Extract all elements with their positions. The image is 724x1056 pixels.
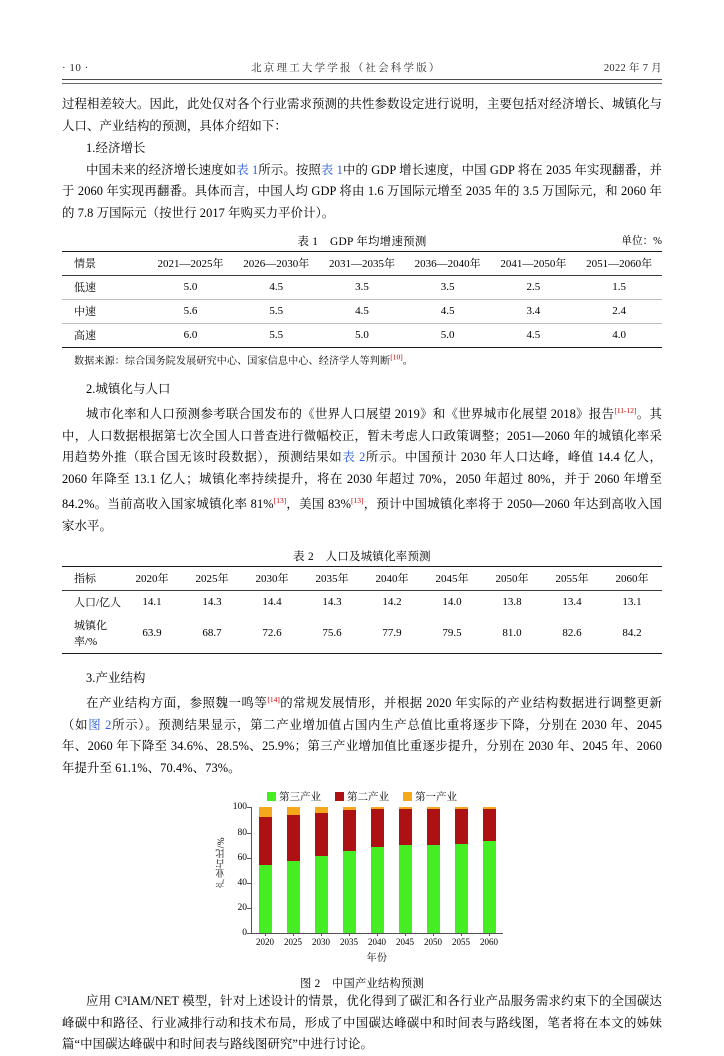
bar-column — [371, 807, 384, 933]
table-cell: 72.6 — [242, 614, 302, 654]
x-tick-label: 2050 — [424, 937, 442, 948]
x-tick-mark — [433, 933, 434, 936]
column-header: 2050年 — [482, 567, 542, 591]
y-tick-label: 100 — [232, 802, 247, 813]
running-head — [62, 60, 662, 75]
bar-segment — [315, 856, 328, 933]
bar-column — [343, 807, 356, 933]
table-cell: 14.1 — [142, 596, 162, 609]
column-header: 2021—2025年 — [148, 252, 234, 276]
x-tick-label: 2040 — [368, 937, 386, 948]
column-header: 2020年 — [122, 567, 182, 591]
table-cell: 3.5 — [319, 275, 405, 299]
table1-caption — [62, 233, 662, 249]
x-tick-label: 2055 — [452, 937, 470, 948]
table-population-urbanization — [62, 566, 662, 654]
table-cell: 75.6 — [302, 614, 362, 654]
x-tick-label: 2035 — [340, 937, 358, 948]
table-cell: 14.4 — [262, 596, 282, 609]
table-cell: 1.5 — [576, 275, 662, 299]
legend-swatch-icon — [267, 792, 276, 801]
column-header: 2041—2050年 — [491, 252, 577, 276]
heading-economic-growth: 1.经济增长 — [86, 141, 146, 155]
table-row — [62, 614, 662, 654]
bar-segment — [427, 845, 440, 933]
table-cell: 82.6 — [542, 614, 602, 654]
table-cell: 4.5 — [233, 275, 319, 299]
table-row — [62, 323, 662, 347]
row-label: 人口/亿人 — [74, 597, 122, 610]
xref-table2[interactable]: 表 2 — [342, 450, 366, 465]
table2-caption — [62, 548, 662, 564]
table-cell: 77.9 — [362, 614, 422, 654]
legend-item — [403, 789, 457, 804]
bar-segment — [287, 807, 300, 815]
x-tick-mark — [377, 933, 378, 936]
column-header: 指标 — [62, 567, 122, 591]
chart-bars — [251, 807, 503, 933]
y-tick-label: 60 — [237, 852, 247, 863]
y-tick-label: 0 — [242, 928, 247, 939]
bar-segment — [483, 809, 496, 842]
article-body — [62, 94, 662, 1056]
table-cell: 5.0 — [319, 323, 405, 347]
bar-segment — [259, 817, 272, 865]
table-cell: 84.2 — [602, 614, 662, 654]
table2-body — [62, 590, 662, 653]
table2-caption-text: 表 2 人口及城镇化率预测 — [293, 551, 431, 564]
bar-segment — [399, 809, 412, 845]
bar-segment — [287, 815, 300, 861]
table-row — [62, 299, 662, 323]
bar-column — [259, 807, 272, 933]
row-label: 高速 — [62, 323, 148, 347]
heading-industrial-structure: 3.产业结构 — [86, 670, 146, 685]
table-cell: 2.5 — [491, 275, 577, 299]
legend-label: 第一产业 — [415, 792, 457, 804]
y-tick-label: 80 — [237, 827, 247, 838]
column-header: 2031—2035年 — [319, 252, 405, 276]
table-cell: 5.0 — [405, 323, 491, 347]
bar-segment — [427, 809, 440, 845]
x-tick-label: 2030 — [312, 937, 330, 948]
table-cell: 81.0 — [482, 614, 542, 654]
table1-header-row — [62, 252, 662, 276]
bar-segment — [371, 809, 384, 847]
table-row — [62, 275, 662, 299]
x-tick-label: 2025 — [284, 937, 302, 948]
table1-caption-text: 表 1 GDP 年均增速预测 — [297, 236, 427, 248]
issue-date: 2022 年 7 月 — [603, 63, 662, 74]
chart-plot-area — [217, 802, 507, 965]
page-folio: · 10 · — [62, 62, 89, 74]
table1-source-note: 数据来源：综合国务院发展研究中心、国家信息中心、经济学人等判断[10]。 — [74, 352, 413, 367]
bar-column — [315, 807, 328, 933]
table-gdp-growth — [62, 251, 662, 348]
bar-segment — [455, 809, 468, 844]
legend-item — [335, 789, 389, 804]
bar-column — [399, 807, 412, 933]
table-cell: 4.5 — [319, 299, 405, 323]
bar-column — [483, 807, 496, 933]
bar-column — [287, 807, 300, 933]
reference-13-a: [13] — [273, 496, 287, 506]
table1-unit: 单位：% — [621, 236, 662, 247]
table-cell: 13.8 — [502, 596, 522, 609]
y-tick-label: 40 — [237, 877, 247, 888]
bar-column — [427, 807, 440, 933]
table-cell: 14.0 — [442, 596, 462, 609]
xref-table1-b[interactable]: 表 1 — [320, 162, 343, 177]
legend-label: 第三产业 — [279, 792, 321, 804]
heading-urbanization: 2.城镇化与人口 — [86, 381, 171, 396]
table-cell: 13.4 — [562, 596, 582, 609]
table-cell: 3.5 — [405, 275, 491, 299]
table-cell: 14.2 — [382, 596, 402, 609]
xref-figure2[interactable]: 图 2 — [88, 717, 112, 732]
column-header: 2030年 — [242, 567, 302, 591]
bar-segment — [399, 845, 412, 934]
header-rule-thin — [62, 83, 662, 84]
table-cell: 4.0 — [576, 323, 662, 347]
paragraph-industrial-structure: 在产业结构方面，参照魏一鸣等[14]的常规发展情形，并根据 2020 年实际的产业结构数据进行调整更新（如图 2所示）。预测结果显示，第二产业增加值占国内生产总值比重将逐步下降，分别在 2030 年、2045 年、2060 年下降至 34.6%、28.5%、25.9%；第三产业增加值比重逐步提升，分别在 2030 年、2045 年、2060 年提升至 61.1%、70.4%、73%。 — [62, 695, 663, 775]
reference-13-b: [13] — [351, 496, 364, 506]
column-header: 2045年 — [422, 567, 482, 591]
bar-column — [455, 807, 468, 933]
table-cell: 3.4 — [491, 299, 577, 323]
row-label: 城镇化率/% — [62, 614, 122, 654]
x-tick-mark — [461, 933, 462, 936]
table-cell: 68.7 — [182, 614, 242, 654]
table2-block — [62, 548, 662, 654]
column-header: 情景 — [62, 252, 148, 276]
x-tick-label: 2020 — [256, 937, 274, 948]
table-cell: 63.9 — [122, 614, 182, 654]
table-cell: 14.3 — [202, 596, 222, 609]
table-cell: 5.6 — [148, 299, 234, 323]
bar-segment — [455, 844, 468, 934]
bar-segment — [315, 813, 328, 857]
table1-block — [62, 233, 662, 367]
row-label: 中速 — [62, 299, 148, 323]
legend-label: 第二产业 — [347, 792, 389, 804]
table-cell: 6.0 — [148, 323, 234, 347]
chart-y-axis-label: 产业占比/% — [217, 837, 227, 889]
column-header: 2040年 — [362, 567, 422, 591]
journal-title: 北京理工大学学报（社会科学版） — [251, 63, 442, 74]
column-header: 2051—2060年 — [576, 252, 662, 276]
column-header: 2055年 — [542, 567, 602, 591]
chart-legend — [62, 789, 662, 804]
figure2-caption: 图 2 中国产业结构预测 — [300, 978, 424, 991]
table-row — [62, 590, 662, 614]
table-cell: 79.5 — [422, 614, 482, 654]
bar-segment — [259, 865, 272, 934]
column-header: 2060年 — [602, 567, 662, 591]
table-cell: 4.5 — [491, 323, 577, 347]
column-header: 2035年 — [302, 567, 362, 591]
paragraph-intro: 过程相差较大。因此，此处仅对各个行业需求预测的共性参数设定进行说明，主要包括对经济增长、城镇化与人口、产业结构的预测，具体介绍如下： — [62, 97, 662, 133]
bar-segment — [287, 861, 300, 933]
table-cell: 13.1 — [622, 596, 642, 609]
table-cell: 4.5 — [405, 299, 491, 323]
legend-item — [267, 789, 321, 804]
x-tick-mark — [321, 933, 322, 936]
bar-segment — [343, 851, 356, 933]
bar-segment — [259, 807, 272, 817]
table-cell: 2.4 — [576, 299, 662, 323]
x-tick-mark — [349, 933, 350, 936]
legend-swatch-icon — [403, 792, 412, 801]
figure2-block — [62, 789, 662, 991]
y-tick-label: 20 — [237, 903, 247, 914]
bar-segment — [483, 841, 496, 933]
table1-body — [62, 275, 662, 347]
x-tick-label: 2060 — [480, 937, 498, 948]
table2-header-row — [62, 567, 662, 591]
table1-note-reference: [10] — [390, 352, 403, 362]
reference-14: [14] — [267, 695, 280, 705]
x-tick-mark — [265, 933, 266, 936]
reference-11-12: [11-12] — [614, 406, 637, 415]
x-tick-mark — [489, 933, 490, 936]
table-cell: 5.5 — [233, 323, 319, 347]
bar-segment — [371, 847, 384, 933]
paragraph-urbanization: 城市化率和人口预测参考联合国发布的《世界人口展望 2019》和《世界城市化展望 2018》报告[11-12]。其中，人口数据根据第七次全国人口普查进行微幅校正，暂未考虑人口政策调整；2051—2060 年的城镇化率采用趋势外推（联合国无该时段数据），预测结果如表 2所示。中国预计 2030 年人口达峰，峰值 14.4 亿人，2060 年降至 13.1 亿人；城镇化率持续提升，将在 2030 年超过 70%，2050 年超过 80%，并于 2060 年增至 84.2%。当前高收入国家城镇化率 81%[13]，美国 83%[13]，预计中国城镇化率将于 2050—2060 年达到高收入国家水平。 — [62, 406, 663, 533]
bar-segment — [343, 810, 356, 851]
table-cell: 5.5 — [233, 299, 319, 323]
table-cell: 14.3 — [322, 596, 342, 609]
paragraph-economic-growth: 中国未来的经济增长速度如表 1所示。按照表 1中的 GDP 增长速度，中国 GDP 将在 2035 年实现翻番，并于 2060 年实现再翻番。具体而言，中国人均 GDP 将由 1.6 万国际元增至 2035 年的 3.5 万国际元，和 2060 年的 7.8 万国际元（按世行 2017 年购买力平价计）。 — [62, 162, 663, 220]
table-cell: 5.0 — [148, 275, 234, 299]
legend-swatch-icon — [335, 792, 344, 801]
chart-x-axis-label: 年份 — [366, 953, 388, 965]
x-tick-mark — [405, 933, 406, 936]
column-header: 2036—2040年 — [405, 252, 491, 276]
row-label: 低速 — [62, 275, 148, 299]
x-tick-mark — [293, 933, 294, 936]
column-header: 2025年 — [182, 567, 242, 591]
column-header: 2026—2030年 — [233, 252, 319, 276]
x-tick-label: 2045 — [396, 937, 414, 948]
header-rule-thick — [62, 79, 662, 80]
xref-table1-a[interactable]: 表 1 — [236, 162, 259, 177]
chart-y-axis-ticks — [227, 802, 251, 939]
paragraph-conclusion: 应用 C³IAM/NET 模型，针对上述设计的情景，优化得到了碳汇和各行业产品服务需求约束下的全国碳达峰碳中和路径、行业减排行动和技术布局，形成了中国碳达峰碳中和时间表与路线图，笔者将在本文的姊妹篇“中国碳达峰碳中和时间表与路线图研究”中进行讨论。 — [62, 994, 662, 1052]
